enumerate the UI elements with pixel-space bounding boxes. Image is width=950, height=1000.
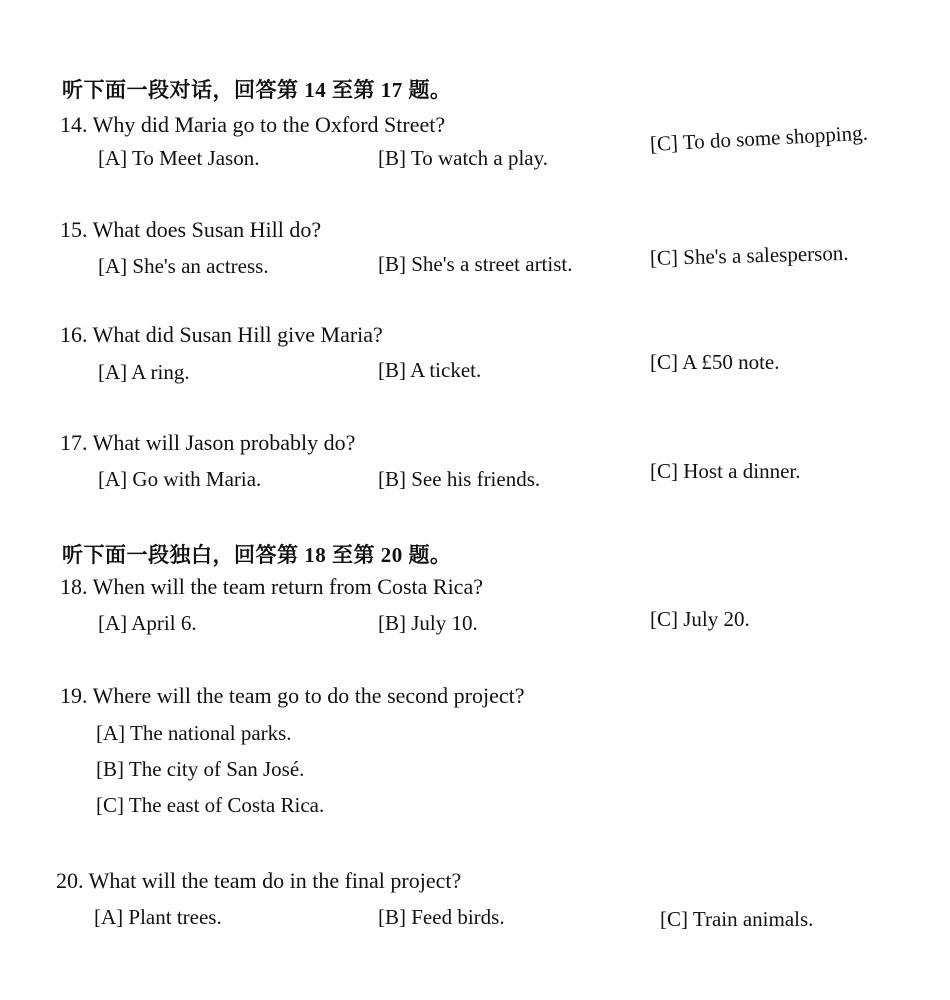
question-number: 17. — [60, 430, 88, 455]
question-text: Why did Maria go to the Oxford Street? — [92, 112, 446, 137]
option-14-c: [C] To do some shopping. — [649, 120, 869, 156]
question-number: 20. — [56, 868, 84, 893]
option-15-c: [C] She's a salesperson. — [649, 240, 849, 270]
question-16 — [60, 322, 383, 348]
option-16-a: [A] A ring. — [98, 360, 190, 384]
section-title-14-17: 听下面一段对话，回答第 14 至第 17 题。 — [62, 78, 452, 102]
question-number: 16. — [60, 322, 88, 347]
question-19 — [60, 683, 525, 709]
option-18-b: [B] July 10. — [378, 611, 478, 635]
question-number: 14. — [60, 112, 88, 137]
question-text: What did Susan Hill give Maria? — [92, 322, 383, 347]
option-19-b: [B] The city of San José. — [96, 757, 305, 781]
option-20-b: [B] Feed birds. — [378, 905, 505, 929]
option-14-a: [A] To Meet Jason. — [98, 146, 260, 170]
option-16-b: [B] A ticket. — [378, 358, 482, 382]
option-14-b: [B] To watch a play. — [378, 146, 548, 170]
option-17-b: [B] See his friends. — [378, 467, 541, 491]
question-text: Where will the team go to do the second project? — [92, 683, 525, 708]
question-number: 15. — [60, 217, 88, 242]
question-number: 18. — [60, 574, 88, 599]
option-17-a: [A] Go with Maria. — [98, 467, 262, 491]
question-14 — [60, 112, 445, 138]
option-16-c: [C] A £50 note. — [650, 350, 780, 374]
option-15-a: [A] She's an actress. — [98, 254, 269, 278]
question-17 — [60, 430, 355, 456]
option-19-a: [A] The national parks. — [96, 721, 292, 745]
option-15-b: [B] She's a street artist. — [378, 252, 573, 276]
question-18 — [60, 574, 483, 600]
question-text: When will the team return from Costa Rica? — [92, 574, 483, 599]
question-text: What will Jason probably do? — [92, 430, 356, 455]
option-19-c: [C] The east of Costa Rica. — [96, 793, 325, 817]
option-20-c: [C] Train animals. — [660, 907, 814, 931]
option-18-c: [C] July 20. — [650, 607, 750, 631]
option-18-a: [A] April 6. — [98, 611, 197, 635]
section-title-18-20: 听下面一段独白，回答第 18 至第 20 题。 — [62, 543, 452, 567]
option-20-a: [A] Plant trees. — [94, 905, 222, 929]
option-17-c: [C] Host a dinner. — [650, 459, 801, 483]
question-20 — [56, 868, 461, 894]
question-text: What will the team do in the final project? — [88, 868, 462, 893]
question-text: What does Susan Hill do? — [92, 217, 322, 242]
question-number: 19. — [60, 683, 88, 708]
question-15 — [60, 217, 321, 243]
